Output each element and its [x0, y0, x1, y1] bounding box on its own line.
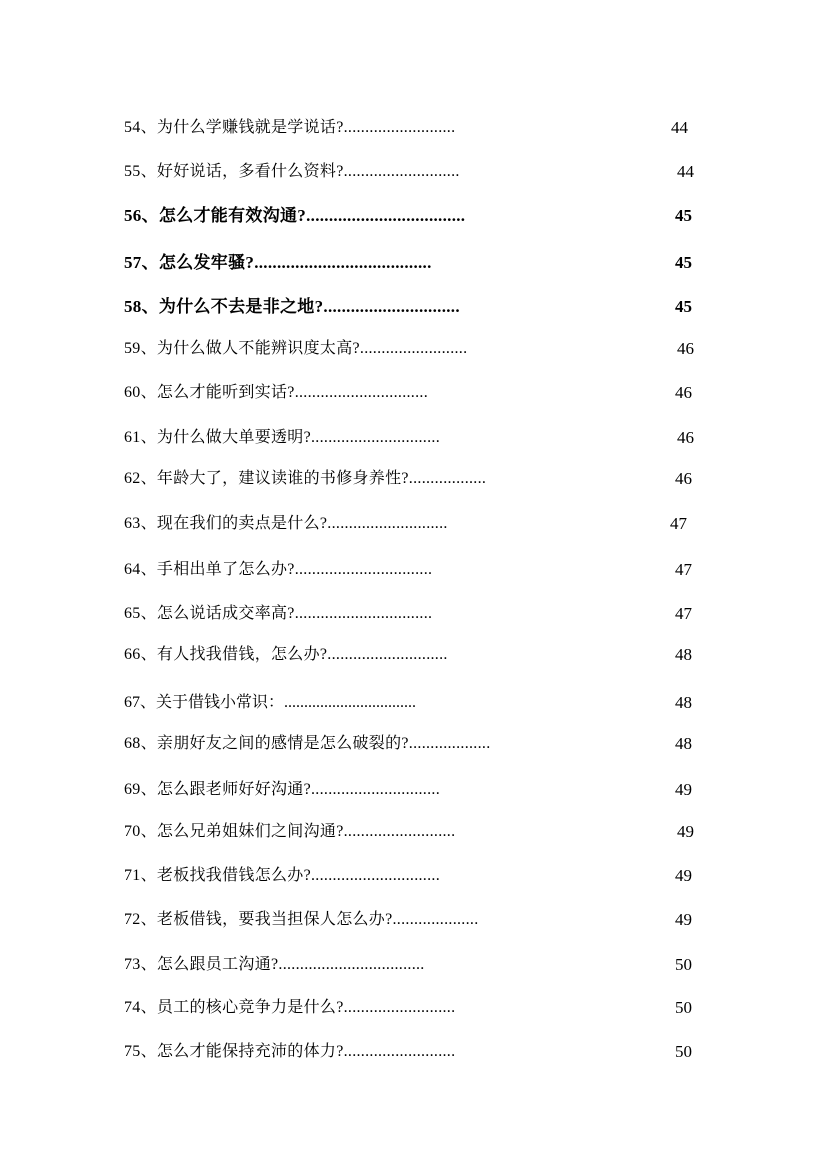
toc-entry-page: 50: [675, 1042, 692, 1061]
toc-entry-page: 49: [675, 866, 692, 885]
toc-entry[interactable]: [124, 248, 704, 278]
toc-entry[interactable]: [124, 640, 704, 670]
toc-entry-page: 49: [675, 780, 692, 799]
toc-entry-title: 60、怎么才能听到实话?...............................: [124, 384, 429, 401]
toc-entry-page: 46: [675, 383, 692, 402]
toc-entry-page: 47: [675, 560, 692, 579]
toc-entry[interactable]: [124, 775, 704, 805]
toc-entry-page: 47: [670, 514, 687, 533]
toc-entry[interactable]: [124, 993, 704, 1023]
toc-entry-page: 45: [675, 206, 692, 225]
toc-entry-title: 64、手相出单了怎么办?................................: [124, 561, 433, 578]
toc-entry[interactable]: [124, 905, 704, 935]
toc-entry[interactable]: [124, 729, 704, 759]
toc-entry-page: 45: [675, 297, 692, 316]
toc-entry[interactable]: [124, 157, 704, 187]
toc-entry-title: 59、为什么做人不能辨识度太高?.........................: [124, 340, 468, 357]
toc-entry-title: 58、为什么不去是非之地?..............................: [124, 297, 460, 316]
toc-entry[interactable]: [124, 423, 704, 453]
toc-entry[interactable]: [124, 688, 704, 718]
toc-entry-page: 46: [677, 339, 694, 358]
toc-entry[interactable]: [124, 113, 704, 143]
toc-entry[interactable]: [124, 950, 704, 980]
toc-entry-title: 54、为什么学赚钱就是学说话?..........................: [124, 119, 456, 136]
toc-entry[interactable]: [124, 1037, 704, 1067]
toc-entry-title: 68、亲朋好友之间的感情是怎么破裂的?...................: [124, 735, 491, 752]
toc-entry[interactable]: [124, 599, 704, 629]
toc-entry-page: 45: [675, 253, 692, 272]
toc-entry-title: 63、现在我们的卖点是什么?............................: [124, 515, 448, 532]
toc-entry[interactable]: [124, 334, 704, 364]
toc-entry-title: 62、年龄大了，建议读谁的书修身养性?..................: [124, 470, 487, 487]
toc-entry-title: 72、老板借钱，要我当担保人怎么办?....................: [124, 911, 479, 928]
toc-entry-page: 49: [677, 822, 694, 841]
toc-entry[interactable]: [124, 292, 704, 322]
toc-entry-page: 47: [675, 604, 692, 623]
toc-entry-title: 74、员工的核心竞争力是什么?..........................: [124, 999, 456, 1016]
toc-entry[interactable]: [124, 464, 704, 494]
toc-entry-title: 65、怎么说话成交率高?................................: [124, 605, 433, 622]
toc-entry-page: 44: [677, 162, 694, 181]
toc-entry-page: 44: [671, 118, 688, 137]
toc-entry[interactable]: [124, 201, 704, 231]
toc-entry-title: 71、老板找我借钱怎么办?..............................: [124, 867, 441, 884]
toc-entry-title: 70、怎么兄弟姐妹们之间沟通?..........................: [124, 823, 456, 840]
toc-entry-page: 50: [675, 955, 692, 974]
toc-entry-title: 57、怎么发牢骚?.......................................: [124, 253, 432, 272]
toc-entry-title: 75、怎么才能保持充沛的体力?..........................: [124, 1043, 456, 1060]
toc-entry-page: 48: [675, 734, 692, 753]
toc-entry[interactable]: [124, 509, 704, 539]
toc-entry-title: 61、为什么做大单要透明?..............................: [124, 429, 441, 446]
toc-entry-page: 48: [675, 645, 692, 664]
toc-entry[interactable]: [124, 555, 704, 585]
toc-entry-title: 66、有人找我借钱，怎么办?............................: [124, 646, 448, 663]
toc-entry-title: 73、怎么跟员工沟通?..................................: [124, 956, 425, 973]
toc-entry-title: 55、好好说话，多看什么资料?...........................: [124, 163, 460, 180]
toc-entry-title: 67、关于借钱小常识：.................................: [124, 694, 417, 711]
toc-entry-page: 46: [675, 469, 692, 488]
toc-entry[interactable]: [124, 861, 704, 891]
toc-entry-title: 56、怎么才能有效沟通?...................................: [124, 206, 466, 225]
toc-entry-page: 48: [675, 693, 692, 712]
toc-entry-page: 46: [677, 428, 694, 447]
toc-entry[interactable]: [124, 817, 704, 847]
toc-entry-page: 50: [675, 998, 692, 1017]
toc-entry[interactable]: [124, 378, 704, 408]
toc-entry-title: 69、怎么跟老师好好沟通?..............................: [124, 781, 441, 798]
toc-entry-page: 49: [675, 910, 692, 929]
